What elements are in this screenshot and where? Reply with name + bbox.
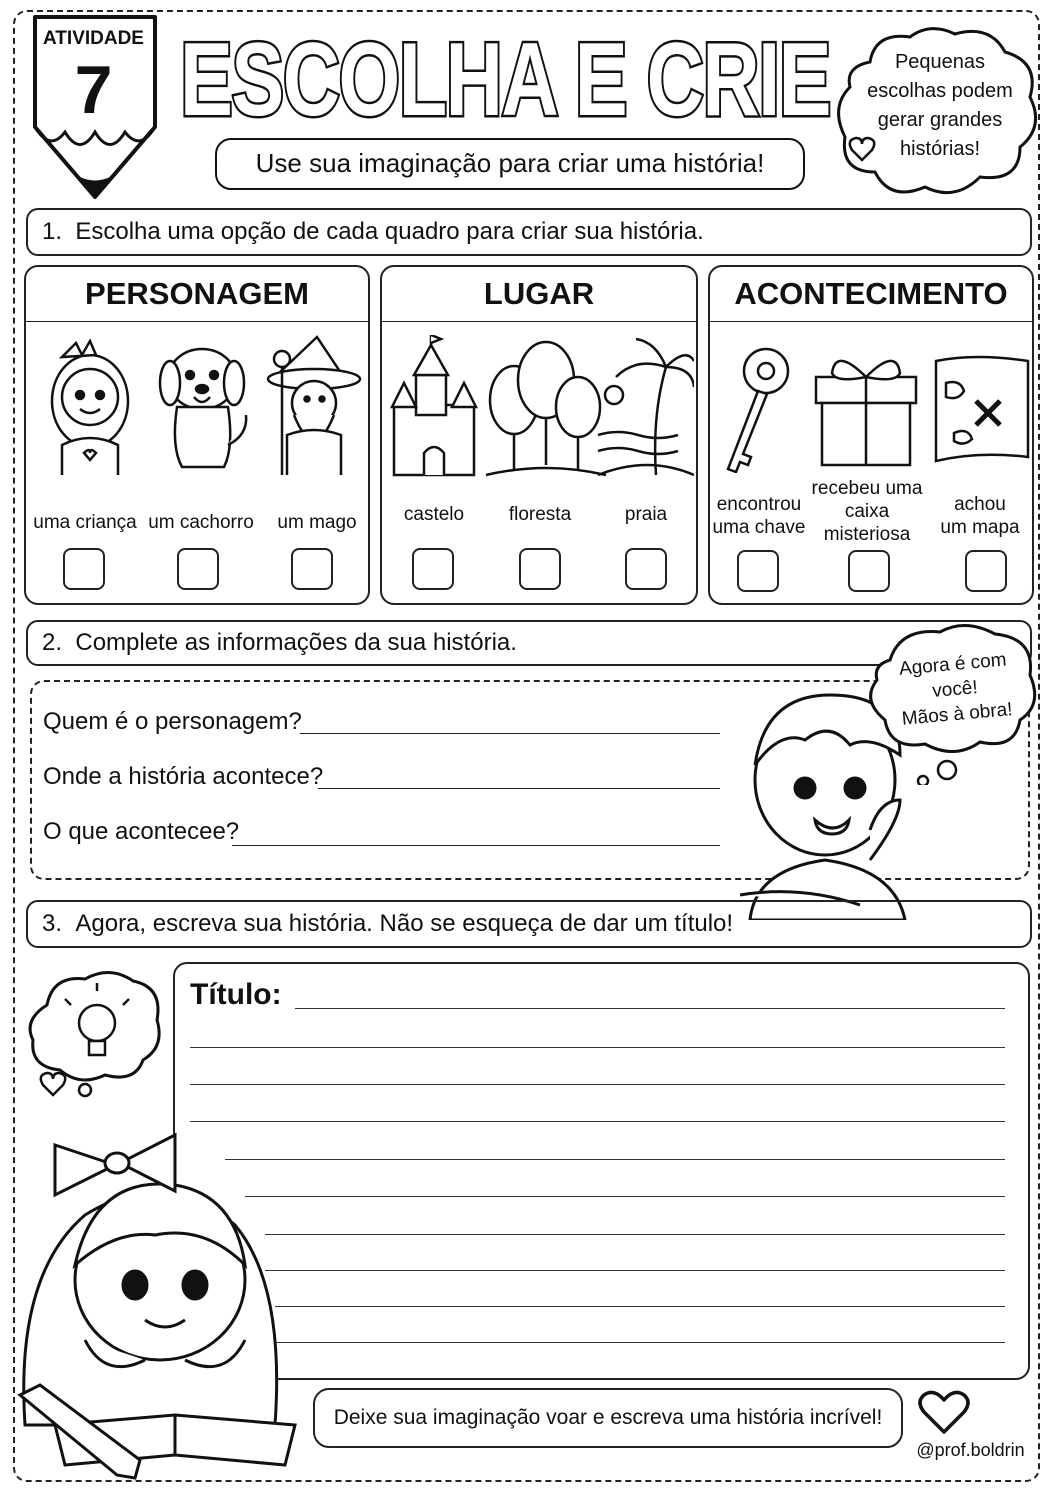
- svg-text:ESCOLHA E CRIE: ESCOLHA E CRIE: [180, 22, 830, 138]
- answer-line-personagem[interactable]: [300, 733, 720, 734]
- writing-line[interactable]: [275, 1306, 1005, 1307]
- option-label: encontrou uma chave: [712, 494, 806, 538]
- option-label: recebeu uma caixa misteriosa: [811, 478, 923, 545]
- section2-instruction: Complete as informações da sua história.: [75, 629, 517, 656]
- gift-box-icon: [816, 361, 916, 465]
- panel-acontecimento: [708, 265, 1034, 605]
- checkbox-um-mago[interactable]: [291, 548, 333, 590]
- castle-icon: [392, 335, 476, 475]
- forest-icon: [486, 342, 606, 475]
- speech-message: Agora é com você! Mãos à obra!: [898, 649, 1014, 730]
- panel-title: ACONTECIMENTO: [710, 267, 1032, 322]
- writing-line[interactable]: [245, 1196, 1005, 1197]
- writing-line[interactable]: [265, 1270, 1005, 1271]
- option-label: achou um mapa: [940, 494, 1020, 538]
- answer-line-acontecimento[interactable]: [232, 845, 720, 846]
- key-icon: [728, 349, 788, 472]
- answer-line-lugar[interactable]: [318, 788, 720, 789]
- writing-line[interactable]: [275, 1342, 1005, 1343]
- section1-bar: 1. Escolha uma opção de cada quadro para criar sua história.: [26, 208, 1032, 256]
- checkbox-encontrou-uma-chave[interactable]: [737, 550, 779, 592]
- checkbox-um-cachorro[interactable]: [177, 548, 219, 590]
- checkbox-uma-crianca[interactable]: [63, 548, 105, 590]
- writing-line[interactable]: [190, 1047, 1005, 1048]
- girl-reading-icon: [15, 1095, 315, 1480]
- option-label: um mago: [277, 512, 357, 533]
- cloud-message: Pequenas escolhas podem gerar grandes histórias!: [867, 51, 1013, 160]
- checkbox-praia[interactable]: [625, 548, 667, 590]
- author-handle: @prof.boldrin: [916, 1440, 1025, 1460]
- writing-line[interactable]: [225, 1159, 1005, 1160]
- page-title: [170, 20, 840, 140]
- section1-instruction: Escolha uma opção de cada quadro para criar sua história.: [75, 218, 704, 245]
- beach-icon: [598, 339, 694, 475]
- map-icon: [936, 357, 1028, 461]
- panel-personagem: [24, 265, 370, 605]
- question-acontecimento: O que acontecee?: [43, 818, 240, 845]
- panel-lugar: [380, 265, 698, 605]
- option-label: floresta: [508, 504, 572, 525]
- question-lugar: Onde a história acontece?: [43, 763, 324, 790]
- option-label: uma criança: [33, 512, 137, 533]
- subtitle: Use sua imaginação para criar uma história!: [215, 138, 805, 190]
- heart-icon: [918, 1390, 970, 1436]
- option-label: um cachorro: [148, 512, 254, 533]
- checkbox-caixa-misteriosa[interactable]: [848, 550, 890, 592]
- option-label: castelo: [403, 504, 465, 525]
- lightbulb-cloud-icon: [25, 965, 165, 1105]
- activity-number: 7: [74, 52, 113, 128]
- panel-title: PERSONAGEM: [26, 267, 368, 322]
- option-label: praia: [624, 504, 668, 525]
- checkbox-castelo[interactable]: [412, 548, 454, 590]
- checkbox-achou-um-mapa[interactable]: [965, 550, 1007, 592]
- writing-line[interactable]: [190, 1084, 1005, 1085]
- checkbox-floresta[interactable]: [519, 548, 561, 590]
- dog-icon: [160, 349, 246, 467]
- writing-line[interactable]: [295, 1008, 1005, 1009]
- girl-icon: [52, 341, 128, 475]
- writing-line[interactable]: [265, 1234, 1005, 1235]
- footer-message: Deixe sua imaginação voar e escreva uma história incrível!: [313, 1388, 903, 1448]
- section3-instruction: Agora, escreva sua história. Não se esqueça de dar um título!: [75, 910, 734, 937]
- activity-label: ATIVIDADE: [43, 28, 144, 49]
- panel-title: LUGAR: [382, 267, 696, 322]
- title-label: Título:: [190, 978, 282, 1011]
- wizard-icon: [268, 337, 360, 475]
- question-personagem: Quem é o personagem?: [43, 708, 302, 735]
- section2-bar: 2. Complete as informações da sua história.: [26, 620, 1032, 666]
- section3-bar: 3. Agora, escreva sua história. Não se esqueça de dar um título!: [26, 900, 1032, 948]
